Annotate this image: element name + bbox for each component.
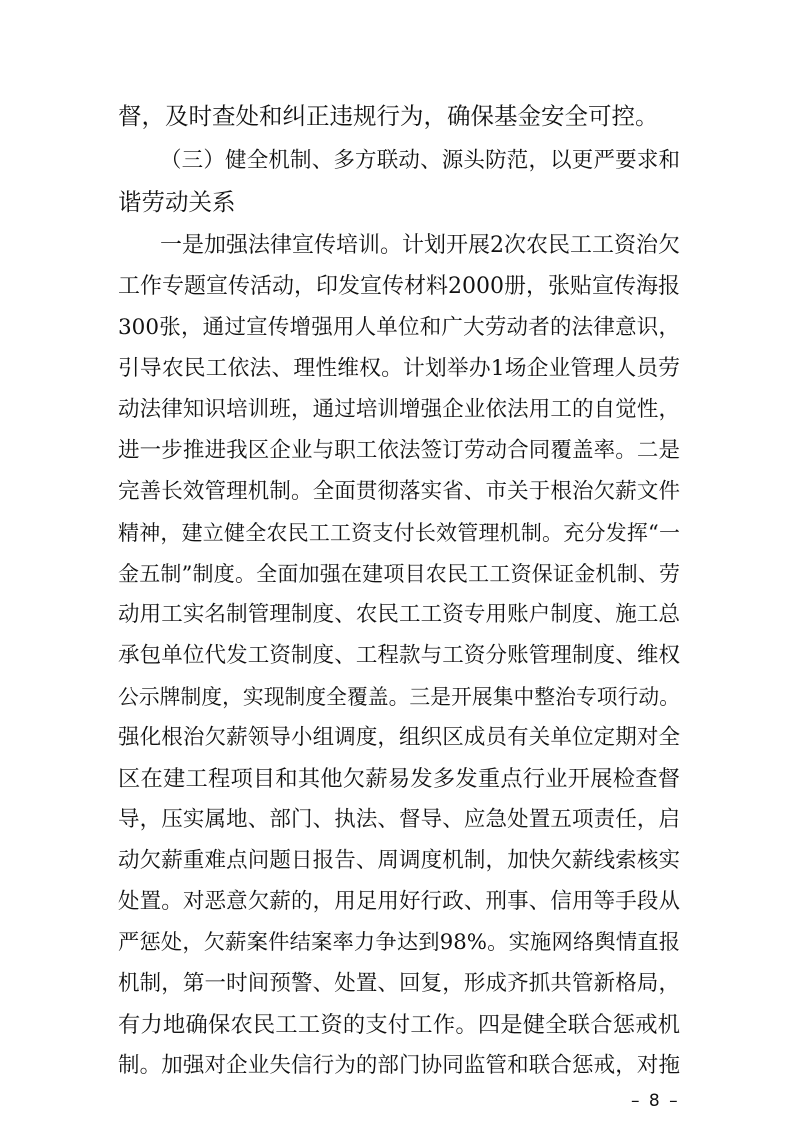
page-number: – 8 –	[631, 1091, 680, 1111]
text-line-20: 处置。对恶意欠薪的，用足用好行政、刑事、信用等手段从	[118, 889, 680, 914]
text-line-8: 动法律知识培训班，通过培训增强企业依法用工的自觉性，	[118, 397, 680, 422]
text-line-14: 承包单位代发工资制度、工程款与工资分账管理制度、维权	[118, 643, 680, 668]
text-line-7: 引导农民工依法、理性维权。计划举办1场企业管理人员劳	[118, 356, 680, 381]
text-line-17: 区在建工程项目和其他欠薪易发多发重点行业开展检查督	[118, 766, 680, 792]
text-line-22: 机制，第一时间预警、处置、回复，形成齐抓共管新格局，	[118, 971, 680, 996]
text-line-19: 动欠薪重难点问题日报告、周调度机制，加快欠薪线索核实	[118, 848, 680, 873]
text-line-24: 制。加强对企业失信行为的部门协同监管和联合惩戒，对拖	[118, 1053, 680, 1078]
text-line-11: 精神，建立健全农民工工资支付长效管理机制。充分发挥“一	[118, 521, 680, 545]
text-line-13: 动用工实名制管理制度、农民工工资专用账户制度、施工总	[118, 602, 680, 627]
section-heading-line-1: （三）健全机制、多方联动、源头防范，以更严要求和	[160, 148, 680, 173]
text-line-23: 有力地确保农民工工资的支付工作。四是健全联合惩戒机	[118, 1012, 680, 1038]
text-line-9: 进一步推进我区企业与职工依法签订劳动合同覆盖率。二是	[118, 438, 680, 463]
text-line-12: 金五制”制度。全面加强在建项目农民工工资保证金机制、劳	[118, 562, 680, 586]
text-line-16: 强化根治欠薪领导小组调度，组织区成员有关单位定期对全	[118, 725, 680, 750]
text-line-15: 公示牌制度，实现制度全覆盖。三是开展集中整治专项行动。	[118, 685, 680, 709]
text-line-1: 督，及时查处和纠正违规行为，确保基金安全可控。	[118, 102, 659, 130]
text-line-6: 300张，通过宣传增强用人单位和广大劳动者的法律意识，	[118, 315, 680, 340]
text-line-18: 导，压实属地、部门、执法、督导、应急处置五项责任，启	[118, 807, 680, 832]
section-heading-line-2: 谐劳动关系	[118, 188, 236, 216]
text-line-21: 严惩处，欠薪案件结案率力争达到98%。实施网络舆情直报	[118, 930, 680, 955]
text-line-5: 工作专题宣传活动，印发宣传材料2000册，张贴宣传海报	[118, 274, 680, 299]
text-line-4: 一是加强法律宣传培训。计划开展2次农民工工资治欠	[160, 233, 680, 258]
text-line-10: 完善长效管理机制。全面贯彻落实省、市关于根治欠薪文件	[118, 479, 680, 504]
